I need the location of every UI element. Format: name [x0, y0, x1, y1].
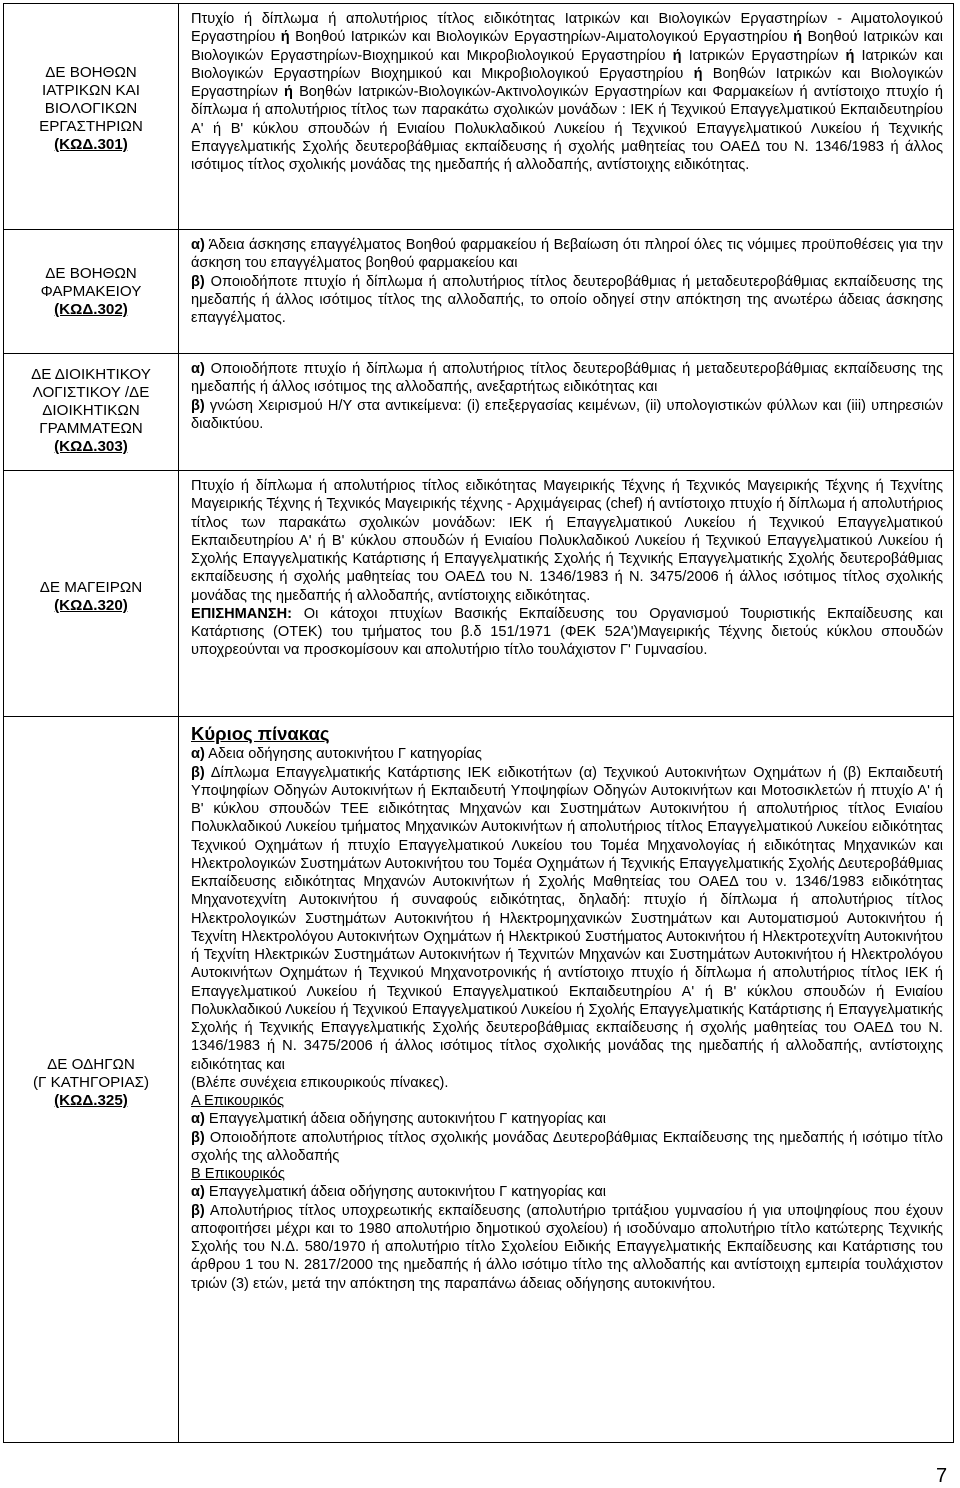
- emphasis-text: β): [191, 1202, 205, 1219]
- text-run: (Βλέπε συνέχεια επικουρικούς πίνακες).: [191, 1074, 449, 1091]
- emphasis-text: β): [191, 273, 205, 290]
- requirement-paragraph: [191, 273, 943, 328]
- text-run: Οι κάτοχοι πτυχίων Βασικής Εκπαίδευσης του Οργανισμού Τουριστικής Εκπαίδευσης και Κατάρτισης (ΟΤΕΚ) του τμήματος του β.δ 151/1971 (ΦΕΚ 52Α')Μαγειρικής Τέχνης διετούς κύκλου σπουδών υποχρεούνται να προσκομίσουν και απολυτήριο τίτλο τουλάχιστον Γ' Γυμνασίου.: [191, 605, 943, 659]
- specialty-name-line: ΦΑΡΜΑΚΕΙΟΥ: [40, 283, 142, 300]
- specialty-code: (ΚΩΔ.303): [54, 438, 128, 455]
- table-heading: Κύριος πίνακας: [191, 723, 330, 744]
- table-row-301: [4, 4, 954, 230]
- text-run: Επαγγελματική άδεια οδήγησης αυτοκινήτου Γ κατηγορίας και: [204, 1111, 606, 1128]
- specialty-name-line: ΔΕ ΒΟΗΘΩΝ: [45, 265, 137, 282]
- emphasis-text: ή: [672, 47, 682, 64]
- emphasis-text: ή: [284, 84, 293, 100]
- requirement-paragraph: [191, 236, 943, 273]
- requirement-paragraph: [191, 745, 943, 763]
- text-run: Οποιοδήποτε απολυτήριος τίτλος σχολικής μονάδας Δευτεροβάθμιας Εκπαίδευσης της ημεδαπής ή ισότιμο τίτλο σχολής της αλλοδαπής: [191, 1129, 943, 1164]
- text-run: Απολυτήριος τίτλος υποχρεωτικής εκπαίδευσης (απολυτήριο τριτάξιου γυμνασίου ή για υποψηφίους που έχουν αποφοιτήσει μέχρι και το 1980 απολυτήριο δημοτικού σχολείου) ή ισοδύναμο απολυτήριο τίτλο κατώτερης Τεχνικής Σχολής του Ν.Δ. 580/1970 ή απολυτήριο τίτλο Σχολείου Ειδικής Επαγγελματικής Εκπαίδευσης και Κατάρτισης του άρθρου 1 του Ν. 2817/2000 της ημεδαπής ή άλλο ισότιμο τίτλο της αλλοδαπής και αντίστοιχη εμπειρία τουλάχιστον τριών (3) ετών, μετά την απόκτηση της παραπάνω άδειας οδήγησης αυτοκινήτου.: [191, 1202, 943, 1292]
- requirements-text: [191, 477, 943, 660]
- text-run: γνώση Χειρισμού Η/Υ στα αντικείμενα: (i) επεξεργασίας κειμένων, (ii) υπολογιστικών φύλλων και (iii) υπηρεσιών διαδικτύου.: [191, 397, 943, 432]
- specialty-cell: [4, 471, 179, 717]
- emphasis-text: ή: [280, 29, 290, 46]
- text-run: Βοηθού Ιατρικών και Βιολογικών Εργαστηρίων-Βιοχημικού και Μικροβιολογικού Εργαστηρίου: [191, 29, 943, 64]
- specialty-name-line: ΔΕ ΜΑΓΕΙΡΩΝ: [39, 579, 143, 596]
- qualifications-table: [3, 3, 954, 1443]
- text-run: Οποιοδήποτε πτυχίο ή δίπλωμα ή απολυτήριος τίτλος δευτεροβάθμιας ή μεταδευτεροβάθμιας εκπαίδευσης της ημεδαπής ή άλλος ισότιμος τίτλος της αλλοδαπής, το οποίο οδηγεί στην απόκτηση της ανωτέρω άδειας άσκησης επαγγέλματος.: [191, 273, 943, 326]
- requirement-paragraph: [191, 1165, 943, 1183]
- table-row-325: [4, 717, 954, 1443]
- specialty-code: (ΚΩΔ.320): [54, 597, 128, 614]
- emphasis-text: ή: [793, 29, 803, 46]
- specialty-code: (ΚΩΔ.301): [54, 136, 128, 153]
- requirement-paragraph: [191, 723, 943, 745]
- requirement-paragraph: [191, 360, 943, 397]
- specialty-cell: [4, 230, 179, 354]
- text-run: Δίπλωμα Επαγγελματικής Κατάρτισης ΙΕΚ ειδικοτήτων (α) Τεχνικού Αυτοκινήτων Οχημάτων ή (β) Εκπαιδευτή Υποψηφίων Οδηγών Αυτοκινήτων ή Εκπαιδευτή Υποψηφίων Οδηγών Αυτοκινήτων και Μοτοσικλετών ή πτυχίο Α' ή Β' κύκλου σπουδών ΤΕΕ ειδικότητας Μηχανών και Συστημάτων Αυτοκινήτου ή απολυτήριος τίτλος Ενιαίου Πολυκλαδικού Λυκείου τμήματος Μηχανικών Αυτοκινήτων ή απολυτήριος τίτλος Επαγγελματικού Λυκείου ειδικότητας Τεχνικού Οχημάτων ή πτυχίο Επαγγελματικού Λυκείου του Τομέα Μηχανολογίας ή ειδικότητας Μηχανικών και Ηλεκτρολογικών Συστημάτων Αυτοκινήτου του Τομέα Οχημάτων ή Τεχνικής Επαγγελματικής Σχολής Δευτεροβάθμιας Εκπαίδευσης ειδικότητας Μηχανών Αυτοκινήτων ή Σχολής Μαθητείας του ΟΑΕΔ του ν. 1346/1983 ειδικότητας Μηχανοτεχνίτη Αυτοκινήτου ή συναφούς ειδικότητας, δηλαδή: πτυχίο ή δίπλωμα ή απολυτήριος τίτλος Ηλεκτρολογικών Συστημάτων Αυτοκινήτου ή Ηλεκτρομηχανικών Συστημάτων και Αυτοματισμού Αυτοκινήτου ή Τεχνίτη Ηλεκτρολόγου Αυτοκινήτων Οχημάτων ή Ηλεκτρικού Συστήματος Αυτοκινήτου ή Ηλεκτροτεχνίτη Αυτοκινήτου ή Τεχνίτη Ηλεκτρικών Συστημάτων Αυτοκινήτων ή Τεχνιτών Μηχανών και Συστημάτων Αυτοκινήτου ή Ηλεκτρολόγου Αυτοκινήτων Οχημάτων ή Τεχνικού Μηχανοτρονικής ή αντίστοιχο πτυχίο ή δίπλωμα ή απολυτήριος τίτλος ΙΕΚ ή Επαγγελματικού Λυκείου ή Τεχνικού Επαγγελματικού Εκπαιδευτηρίου Α' ή Β' κύκλου σπουδών ή Ενιαίου Πολυκλαδικού Λυκείου ή Τεχνικού Επαγγελματικού Λυκείου ή Σχολής Επαγγελματικής Κατάρτισης ή Επαγγελματικής Σχολής ή Τεχνικής Επαγγελματικής Σχολής δευτεροβάθμιας εκπαίδευσης ή σχολής μαθητείας του ΟΑΕΔ του Ν. 1346/1983 ή Ν. 3475/2006 ή άλλος ισότιμος τίτλος σχολικής μονάδας της ημεδαπής ή αλλοδαπής, αντίστοιχης ειδικότητας και: [191, 764, 943, 1073]
- table-row-303: [4, 354, 954, 471]
- emphasis-text: α): [191, 746, 205, 763]
- requirement-paragraph: [191, 1129, 943, 1166]
- emphasis-text: ΕΠΙΣΗΜΑΝΣΗ:: [191, 605, 293, 622]
- emphasis-text: α): [191, 1184, 205, 1201]
- requirements-text: [191, 723, 943, 1293]
- specialty-name-line: ΓΡΑΜΜΑΤΕΩΝ: [39, 420, 143, 437]
- specialty-name-line: (Γ ΚΑΤΗΓΟΡΙΑΣ): [32, 1074, 150, 1091]
- text-run: Οποιοδήποτε πτυχίο ή δίπλωμα ή απολυτήριος τίτλος δευτεροβάθμιας ή μεταδευτεροβάθμιας εκπαίδευσης της ημεδαπής ή άλλος ισότιμος της αλλοδαπής, ανεξαρτήτως ειδικότητας και: [191, 361, 943, 396]
- text-run: Άδεια άσκησης επαγγέλματος Βοηθού φαρμακείου ή Βεβαίωση ότι πληροί όλες τις νόμιμες προϋποθέσεις για την άσκηση του επαγγέλματος βοηθού φαρμακείου και: [191, 237, 943, 272]
- specialty-cell: [4, 354, 179, 471]
- requirement-paragraph: [191, 764, 943, 1074]
- emphasis-text: β): [191, 1129, 205, 1146]
- specialty-name-line: ΔΕ ΒΟΗΘΩΝ: [45, 64, 137, 81]
- specialty-name-line: ΙΑΤΡΙΚΩΝ ΚΑΙ: [42, 82, 140, 99]
- specialty-name-line: ΔΙΟΙΚΗΤΙΚΩΝ: [42, 402, 140, 419]
- requirement-paragraph: [191, 10, 943, 174]
- requirements-cell: [179, 717, 954, 1443]
- emphasis-text: α): [191, 1111, 205, 1128]
- emphasis-text: β): [191, 764, 205, 781]
- specialty-name-line: ΒΙΟΛΟΓΙΚΩΝ: [44, 100, 138, 117]
- requirements-cell: [179, 230, 954, 354]
- emphasis-text: β): [191, 397, 205, 414]
- emphasis-text: ή: [845, 47, 855, 64]
- requirement-paragraph: [191, 1092, 943, 1110]
- table-row-302: [4, 230, 954, 354]
- text-run: Ιατρικών και Βιολογικών Εργαστηρίων Βιοχημικού και Μικροβιολογικού Εργαστηρίου: [191, 47, 943, 82]
- text-run: Πτυχίο ή δίπλωμα ή απολυτήριος τίτλος ειδικότητας Μαγειρικής Τέχνης ή Τεχνικός Μαγειρικής Τέχνης ή Τεχνίτης Μαγειρικής Τέχνης ή Τεχνικός Μαγειρικής τέχνης - Αρχιμάγειρας (chef) ή αντίστοιχο πτυχίο ή δίπλωμα ή απολυτήριος τίτλος των παρακάτω σχολικών μονάδων: ΙΕΚ ή Επαγγελματικού Λυκείου ή Τεχνικού Επαγγελματικού Εκπαιδευτηρίου Α' ή Β' κύκλου σπουδών ή Ενιαίου Πολυκλαδικού Λυκείου ή Τεχνικού Επαγγελματικού Λυκείου ή Σχολής Επαγγελματικής Κατάρτισης ή Επαγγελματικής Σχολής ή Τεχνικής Επαγγελματικής Σχολής δευτεροβάθμιας εκπαίδευσης ή σχολής μαθητείας του ΟΑΕΔ του Ν. 1346/1983 ή Ν. 3475/2006 ή άλλος ισότιμος τίτλος σχολικής μονάδας της ημεδαπής ή αλλοδαπής, αντίστοιχης ειδικότητας.: [191, 478, 943, 604]
- text-run: Αδεια οδήγησης αυτοκινήτου Γ κατηγορίας: [204, 746, 482, 763]
- specialty-name-line: ΔΕ ΔΙΟΙΚΗΤΙΚΟΥ: [31, 366, 151, 383]
- text-run: Πτυχίο ή δίπλωμα ή απολυτήριος τίτλος ειδικότητας Ιατρικών και Βιολογικών Εργαστηρίων - Αιματολογικού Εργαστηρίου: [191, 11, 943, 46]
- requirements-cell: [179, 471, 954, 717]
- text-run: Ιατρικών Εργαστηρίων: [681, 47, 846, 64]
- specialty-name-line: ΔΕ ΟΔΗΓΩΝ: [47, 1056, 135, 1073]
- requirement-paragraph: [191, 1074, 943, 1092]
- requirement-paragraph: [191, 477, 943, 605]
- requirement-paragraph: [191, 605, 943, 660]
- specialty-cell: [4, 717, 179, 1443]
- emphasis-text: α): [191, 237, 205, 253]
- specialty-name-line: ΕΡΓΑΣΤΗΡΙΩΝ: [39, 118, 143, 135]
- text-run: Βοηθών Ιατρικών-Βιολογικών-Ακτινολογικών Εργαστηρίων και Φαρμακείων ή αντίστοιχο πτυχίο ή δίπλωμα ή απολυτήριος τίτλος των παρακάτω σχολικών μονάδων : ΙΕΚ ή Τεχνικού Επαγγελματικού Εκπαιδευτηρίου Α' ή Β' κύκλου σπουδών ή Ενιαίου Πολυκλαδικού Λυκείου ή Τεχνικού Επαγγελματικού Λυκείου ή Τεχνικής Επαγγελματικής Σχολής δευτεροβάθμιας εκπαίδευσης ή σχολής μαθητείας του ΟΑΕΔ του Ν. 1346/1983 ή άλλος ισότιμος τίτλος σχολικής μονάδας της ημεδαπής ή αλλοδαπής, αντίστοιχης ειδικότητας.: [191, 84, 944, 173]
- requirement-paragraph: [191, 1202, 943, 1293]
- requirements-text: [191, 10, 943, 174]
- table-row-320: [4, 471, 954, 717]
- page-number: 7: [936, 1465, 948, 1487]
- requirements-cell: [179, 4, 954, 230]
- specialty-code: (ΚΩΔ.302): [54, 301, 128, 318]
- requirement-paragraph: [191, 1183, 943, 1201]
- requirements-text: [191, 236, 943, 327]
- text-run: Βοηθού Ιατρικών και Βιολογικών Εργαστηρίων-Αιματολογικού Εργαστηρίου: [289, 29, 794, 46]
- subtable-heading: Β Επικουρικός: [191, 1166, 285, 1182]
- emphasis-text: ή: [693, 65, 703, 82]
- requirements-text: [191, 360, 943, 433]
- requirement-paragraph: [191, 397, 943, 434]
- text-run: Βοηθών Ιατρικών και Βιολογικών Εργαστηρίων: [191, 65, 943, 100]
- text-run: Επαγγελματική άδεια οδήγησης αυτοκινήτου Γ κατηγορίας και: [204, 1184, 606, 1201]
- subtable-heading: Α Επικουρικός: [191, 1093, 285, 1109]
- requirements-cell: [179, 354, 954, 471]
- specialty-name-line: ΛΟΓΙΣΤΙΚΟΥ /ΔΕ: [32, 384, 150, 401]
- specialty-code: (ΚΩΔ.325): [54, 1092, 128, 1109]
- requirement-paragraph: [191, 1110, 943, 1128]
- emphasis-text: α): [191, 361, 205, 377]
- specialty-cell: [4, 4, 179, 230]
